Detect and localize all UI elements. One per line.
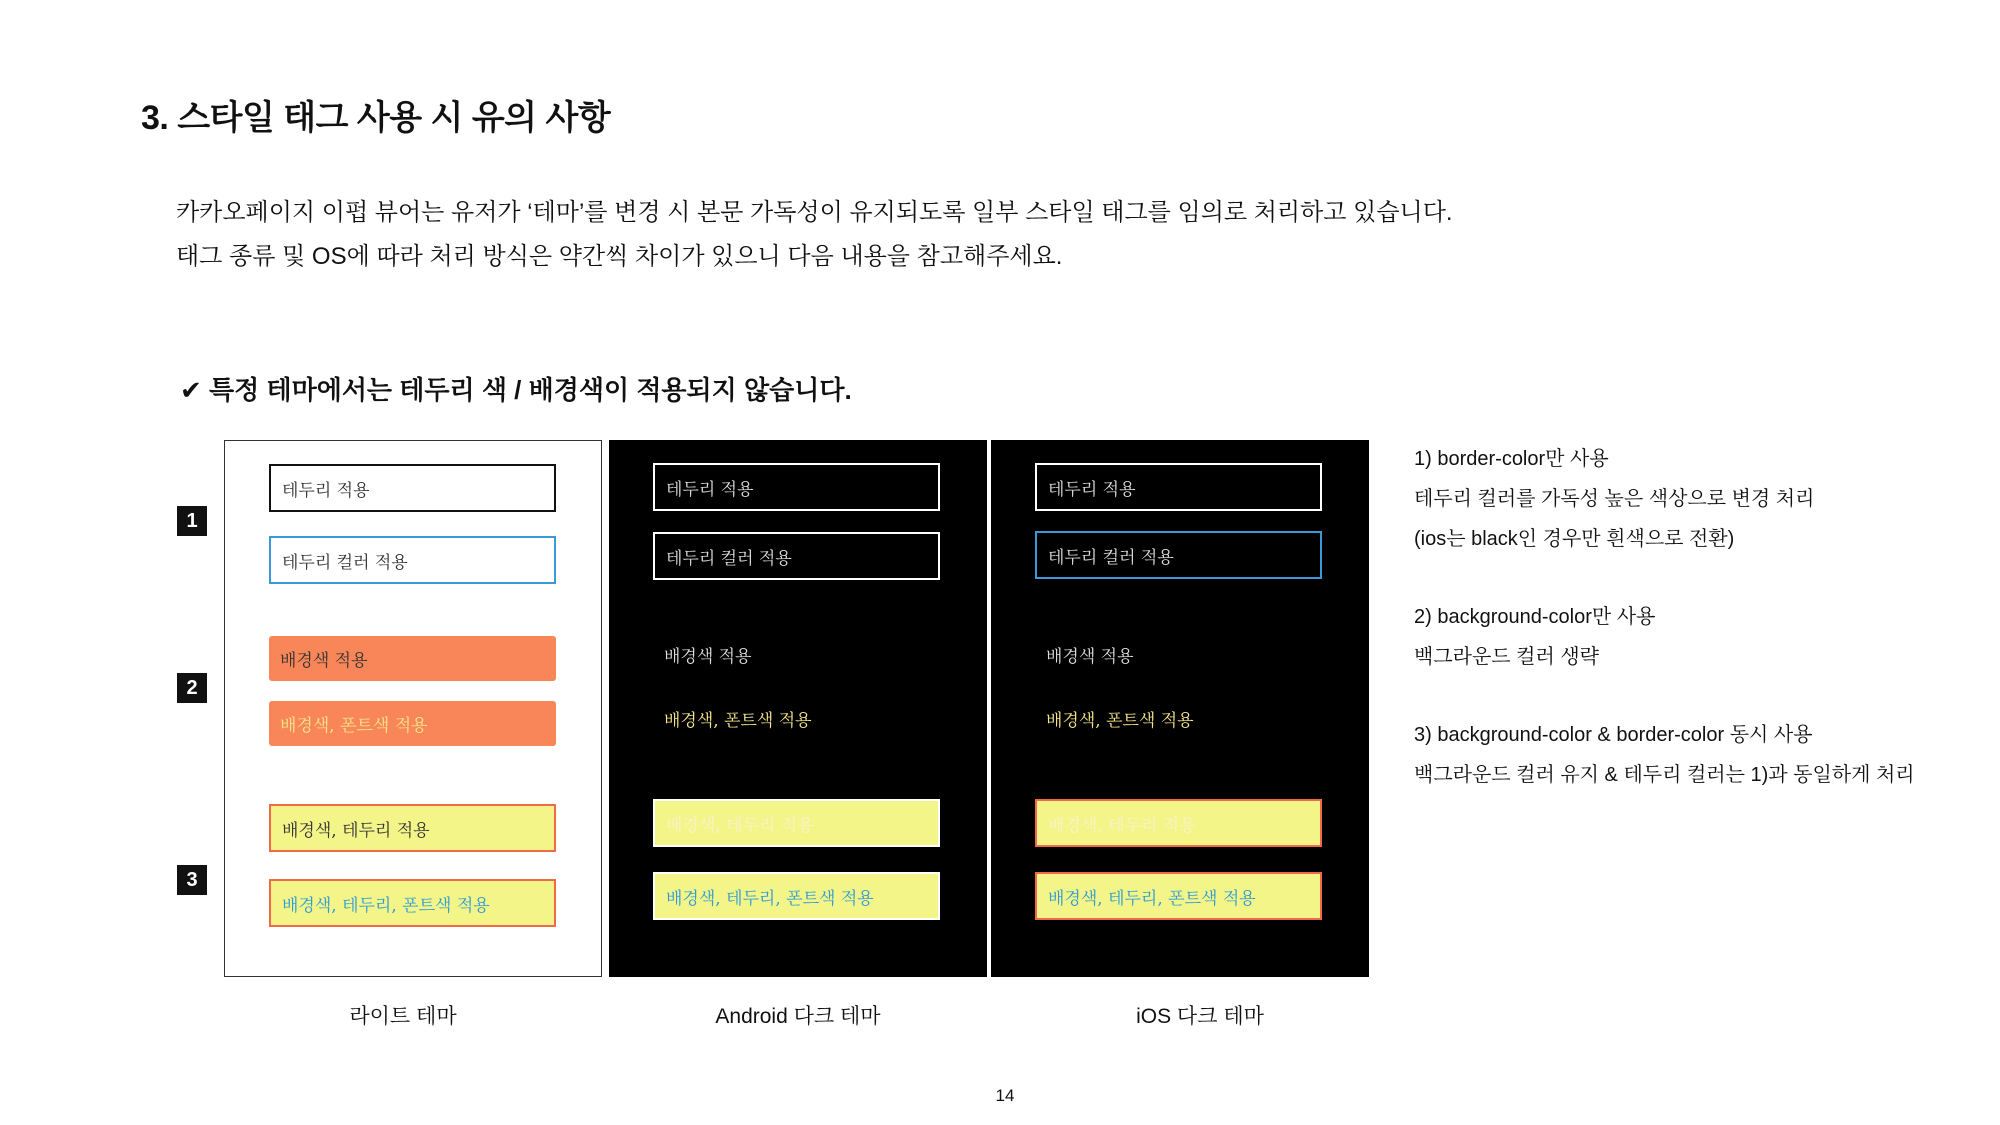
intro-line-1: 카카오페이지 이펍 뷰어는 유저가 ‘테마’를 변경 시 본문 가독성이 유지되도록 일부 스타일 태그를 임의로 처리하고 있습니다.: [176, 199, 1453, 226]
caption-ios: iOS 다크 테마: [1136, 1005, 1264, 1028]
note-1-title: 1) border-color만 사용: [1414, 448, 1609, 470]
android-dark-panel: [609, 440, 987, 977]
note-1-sub: (ios는 black인 경우만 흰색으로 전환): [1414, 528, 1735, 550]
note-2-desc: 백그라운드 컬러 생략: [1414, 646, 1599, 668]
section-heading: ✔ 특정 테마에서는 테두리 색 / 배경색이 적용되지 않습니다.: [180, 375, 852, 405]
note-3-desc: 백그라운드 컬러 유지 & 테두리 컬러는 1)과 동일하게 처리: [1414, 764, 1915, 786]
light-bg-border-font-box: 배경색, 테두리, 폰트색 적용: [269, 879, 556, 927]
light-theme-panel: [224, 440, 602, 977]
ios-bg-border-font-box: 배경색, 테두리, 폰트색 적용: [1035, 872, 1322, 920]
page-title: 3. 스타일 태그 사용 시 유의 사항: [141, 99, 611, 137]
ios-border-box: 테두리 적용: [1035, 463, 1322, 511]
note-3-title: 3) background-color & border-color 동시 사용: [1414, 724, 1813, 746]
page-number: 14: [995, 1086, 1015, 1105]
light-border-box: 테두리 적용: [269, 464, 556, 512]
android-bg-border-font-box: 배경색, 테두리, 폰트색 적용: [653, 872, 940, 920]
note-1-desc: 테두리 컬러를 가독성 높은 색상으로 변경 처리: [1414, 488, 1815, 510]
note-2-title: 2) background-color만 사용: [1414, 606, 1656, 628]
ios-bg-border-box: 배경색, 테두리 적용: [1035, 799, 1322, 847]
android-border-box: 테두리 적용: [653, 463, 940, 511]
ios-bg-font-box: 배경색, 폰트색 적용: [1046, 711, 1194, 731]
android-bg-box: 배경색 적용: [664, 647, 752, 667]
android-bg-font-box: 배경색, 폰트색 적용: [664, 711, 812, 731]
ios-dark-panel: [991, 440, 1369, 977]
badge-2: 2: [177, 673, 207, 703]
android-bg-border-box: 배경색, 테두리 적용: [653, 799, 940, 847]
light-bg-box: 배경색 적용: [269, 636, 556, 681]
badge-3: 3: [177, 865, 207, 895]
caption-android: Android 다크 테마: [715, 1005, 881, 1028]
caption-light: 라이트 테마: [349, 1005, 457, 1028]
intro-line-2: 태그 종류 및 OS에 따라 처리 방식은 약간씩 차이가 있으니 다음 내용을 참고해주세요.: [176, 243, 1063, 270]
light-bg-border-box: 배경색, 테두리 적용: [269, 804, 556, 852]
ios-border-color-box: 테두리 컬러 적용: [1035, 531, 1322, 579]
light-bg-font-box: 배경색, 폰트색 적용: [269, 701, 556, 746]
badge-1: 1: [177, 506, 207, 536]
ios-bg-box: 배경색 적용: [1046, 647, 1134, 667]
android-border-color-box: 테두리 컬러 적용: [653, 532, 940, 580]
light-border-color-box: 테두리 컬러 적용: [269, 536, 556, 584]
